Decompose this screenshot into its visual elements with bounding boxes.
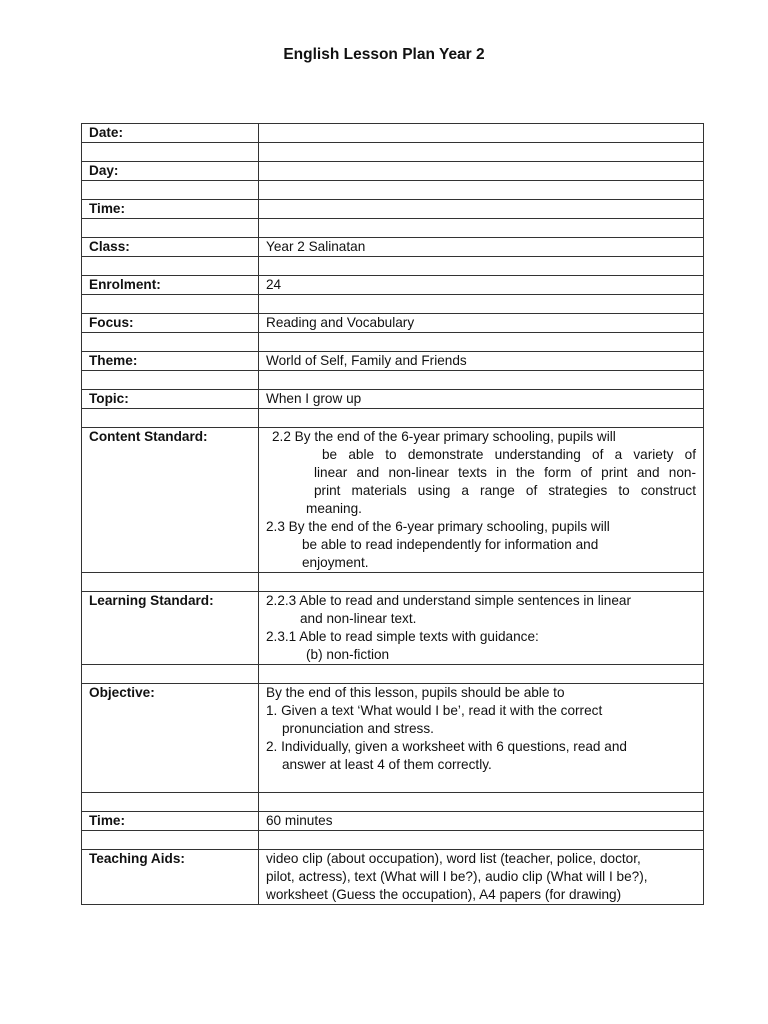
learning-standard-value: [259, 592, 704, 665]
date-value: [259, 124, 704, 143]
row-day: [82, 162, 704, 181]
row-content-standard: [82, 428, 704, 573]
row-class: [82, 238, 704, 257]
row-teaching-aids: [82, 850, 704, 905]
teaching-aids-line: video clip (about occupation), word list (teacher, police, doctor,: [266, 851, 641, 866]
objective-value: [259, 684, 704, 793]
content-standard-line: meaning.: [306, 501, 362, 516]
objective-line: pronunciation and stress.: [282, 721, 434, 736]
row-enrolment: [82, 276, 704, 295]
spacer-row: [82, 831, 704, 850]
row-time: [82, 200, 704, 219]
spacer-row: [82, 409, 704, 428]
row-theme: [82, 352, 704, 371]
enrolment-label: Enrolment:: [82, 276, 259, 295]
focus-value: Reading and Vocabulary: [259, 314, 704, 333]
day-value: [259, 162, 704, 181]
class-label: Class:: [82, 238, 259, 257]
lesson-plan-table: [81, 123, 704, 905]
spacer-row: [82, 573, 704, 592]
spacer-row: [82, 257, 704, 276]
learning-standard-label: Learning Standard:: [82, 592, 259, 665]
spacer-row: [82, 143, 704, 162]
enrolment-value: 24: [259, 276, 704, 295]
spacer-row: [82, 665, 704, 684]
objective-line: answer at least 4 of them correctly.: [282, 757, 492, 772]
topic-value: When I grow up: [259, 390, 704, 409]
content-standard-line: be able to read independently for information and: [302, 537, 599, 552]
time-label: Time:: [82, 200, 259, 219]
content-standard-line: linear and non-linear texts in the form of print and non-: [314, 465, 696, 480]
objective-line: 2. Individually, given a worksheet with 6 questions, read and: [266, 739, 627, 754]
content-standard-label: Content Standard:: [82, 428, 259, 573]
duration-label: Time:: [82, 812, 259, 831]
content-standard-line: 2.2 By the end of the 6-year primary schooling, pupils will: [272, 429, 616, 444]
spacer-row: [82, 371, 704, 390]
duration-value: 60 minutes: [259, 812, 704, 831]
date-label: Date:: [82, 124, 259, 143]
row-duration: [82, 812, 704, 831]
theme-label: Theme:: [82, 352, 259, 371]
content-standard-line: enjoyment.: [302, 555, 369, 570]
time-value: [259, 200, 704, 219]
learning-standard-line: 2.2.3 Able to read and understand simple sentences in linear: [266, 593, 632, 608]
row-date: [82, 124, 704, 143]
row-focus: [82, 314, 704, 333]
spacer-row: [82, 295, 704, 314]
spacer-row: [82, 219, 704, 238]
content-standard-line: print materials using a range of strategies to construct: [314, 483, 696, 498]
objective-label: Objective:: [82, 684, 259, 793]
content-standard-line: 2.3 By the end of the 6-year primary schooling, pupils will: [266, 519, 610, 534]
teaching-aids-line: worksheet (Guess the occupation), A4 papers (for drawing): [266, 887, 622, 902]
learning-standard-line: and non-linear text.: [300, 611, 417, 626]
theme-value: World of Self, Family and Friends: [259, 352, 704, 371]
spacer-row: [82, 793, 704, 812]
row-objective: [82, 684, 704, 793]
objective-line: 1. Given a text ‘What would I be’, read it with the correct: [266, 703, 603, 718]
day-label: Day:: [82, 162, 259, 181]
objective-line: By the end of this lesson, pupils should be able to: [266, 685, 565, 700]
row-topic: [82, 390, 704, 409]
spacer-row: [82, 333, 704, 352]
teaching-aids-label: Teaching Aids:: [82, 850, 259, 905]
topic-label: Topic:: [82, 390, 259, 409]
learning-standard-line: 2.3.1 Able to read simple texts with guidance:: [266, 629, 539, 644]
teaching-aids-value: [259, 850, 704, 905]
teaching-aids-line: pilot, actress), text (What will I be?), audio clip (What will I be?),: [266, 869, 648, 884]
row-learning-standard: [82, 592, 704, 665]
focus-label: Focus:: [82, 314, 259, 333]
learning-standard-line: (b) non-fiction: [306, 647, 390, 662]
content-standard-line: be able to demonstrate understanding of a variety of: [322, 447, 696, 462]
document-title: English Lesson Plan Year 2: [283, 46, 485, 63]
content-standard-value: [259, 428, 704, 573]
class-value: Year 2 Salinatan: [259, 238, 704, 257]
spacer-row: [82, 181, 704, 200]
